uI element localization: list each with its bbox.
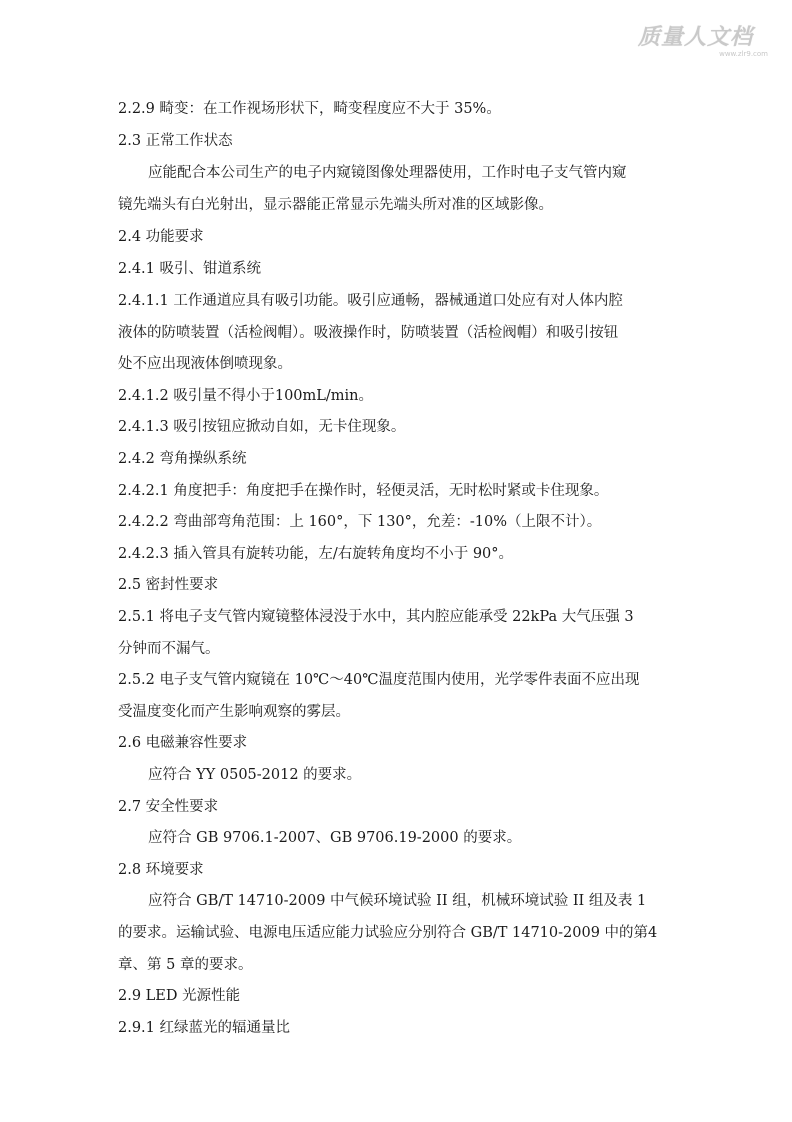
doc-line-2-5-2-a: 2.5.2 电子支气管内窥镜在 10℃～40℃温度范围内使用，光学零件表面不应出现 bbox=[118, 672, 640, 688]
doc-line-2-4-2-1: 2.4.2.1 角度把手：角度把手在操作时，轻便灵活，无时松时紧或卡住现象。 bbox=[118, 483, 609, 499]
doc-line-2-4-1-1-c: 处不应出现液体倒喷现象。 bbox=[118, 356, 292, 372]
section-heading-2-4-2: 2.4.2 弯角操纵系统 bbox=[118, 451, 247, 467]
doc-line-2-3-p2: 镜先端头有白光射出，显示器能正常显示先端头所对准的区域影像。 bbox=[118, 197, 553, 213]
doc-line-2-4-2-3: 2.4.2.3 插入管具有旋转功能，左/右旋转角度均不小于 90°。 bbox=[118, 546, 514, 562]
section-heading-2-4-1: 2.4.1 吸引、钳道系统 bbox=[118, 261, 262, 277]
doc-line-2-4-1-1-a: 2.4.1.1 工作通道应具有吸引功能。吸引应通畅，器械通道口处应有对人体内腔 bbox=[118, 293, 623, 309]
doc-line-2-3-p1: 应能配合本公司生产的电子内窥镜图像处理器使用，工作时电子支气管内窥 bbox=[148, 165, 627, 181]
doc-line-2-4-1-2: 2.4.1.2 吸引量不得小于100mL/min。 bbox=[118, 388, 374, 404]
doc-line-2-8-b: 的要求。运输试验、电源电压适应能力试验应分别符合 GB/T 14710-2009 中的第4 bbox=[118, 925, 658, 941]
section-heading-2-9: 2.9 LED 光源性能 bbox=[118, 988, 241, 1004]
section-heading-2-8: 2.8 环境要求 bbox=[118, 862, 204, 878]
doc-line-2-5-2-b: 受温度变化而产生影响观察的雾层。 bbox=[118, 704, 350, 720]
doc-line-2-6: 应符合 YY 0505-2012 的要求。 bbox=[148, 767, 362, 783]
doc-line-2-8-a: 应符合 GB/T 14710-2009 中气候环境试验 II 组，机械环境试验 II 组及表 1 bbox=[148, 893, 647, 909]
doc-line-2-5-1-a: 2.5.1 将电子支气管内窥镜整体浸没于水中，其内腔应能承受 22kPa 大气压强 3 bbox=[118, 609, 634, 625]
section-heading-2-3: 2.3 正常工作状态 bbox=[118, 133, 233, 149]
watermark-logo bbox=[638, 20, 778, 66]
section-heading-2-4: 2.4 功能要求 bbox=[118, 229, 204, 245]
watermark-url: www.zlr9.com bbox=[719, 50, 768, 58]
doc-line-2-8-c: 章、第 5 章的要求。 bbox=[118, 957, 253, 973]
doc-line-2-2-9: 2.2.9 畸变：在工作视场形状下，畸变程度应不大于 35%。 bbox=[118, 101, 501, 117]
doc-line-2-4-1-1-b: 液体的防喷装置（活检阀帽）。吸液操作时，防喷装置（活检阀帽）和吸引按钮 bbox=[118, 325, 619, 341]
section-heading-2-5: 2.5 密封性要求 bbox=[118, 577, 219, 593]
doc-line-2-5-1-b: 分钟而不漏气。 bbox=[118, 641, 220, 657]
doc-line-2-9-1: 2.9.1 红绿蓝光的辐通量比 bbox=[118, 1020, 291, 1036]
watermark-brand: 质量人文档 bbox=[638, 25, 754, 50]
doc-line-2-7: 应符合 GB 9706.1-2007、GB 9706.19-2000 的要求。 bbox=[148, 830, 522, 846]
doc-line-2-4-1-3: 2.4.1.3 吸引按钮应掀动自如，无卡住现象。 bbox=[118, 419, 406, 435]
section-heading-2-6: 2.6 电磁兼容性要求 bbox=[118, 735, 248, 751]
doc-line-2-4-2-2: 2.4.2.2 弯曲部弯角范围：上 160°，下 130°，允差：-10%（上限不计）。 bbox=[118, 514, 602, 530]
section-heading-2-7: 2.7 安全性要求 bbox=[118, 799, 219, 815]
